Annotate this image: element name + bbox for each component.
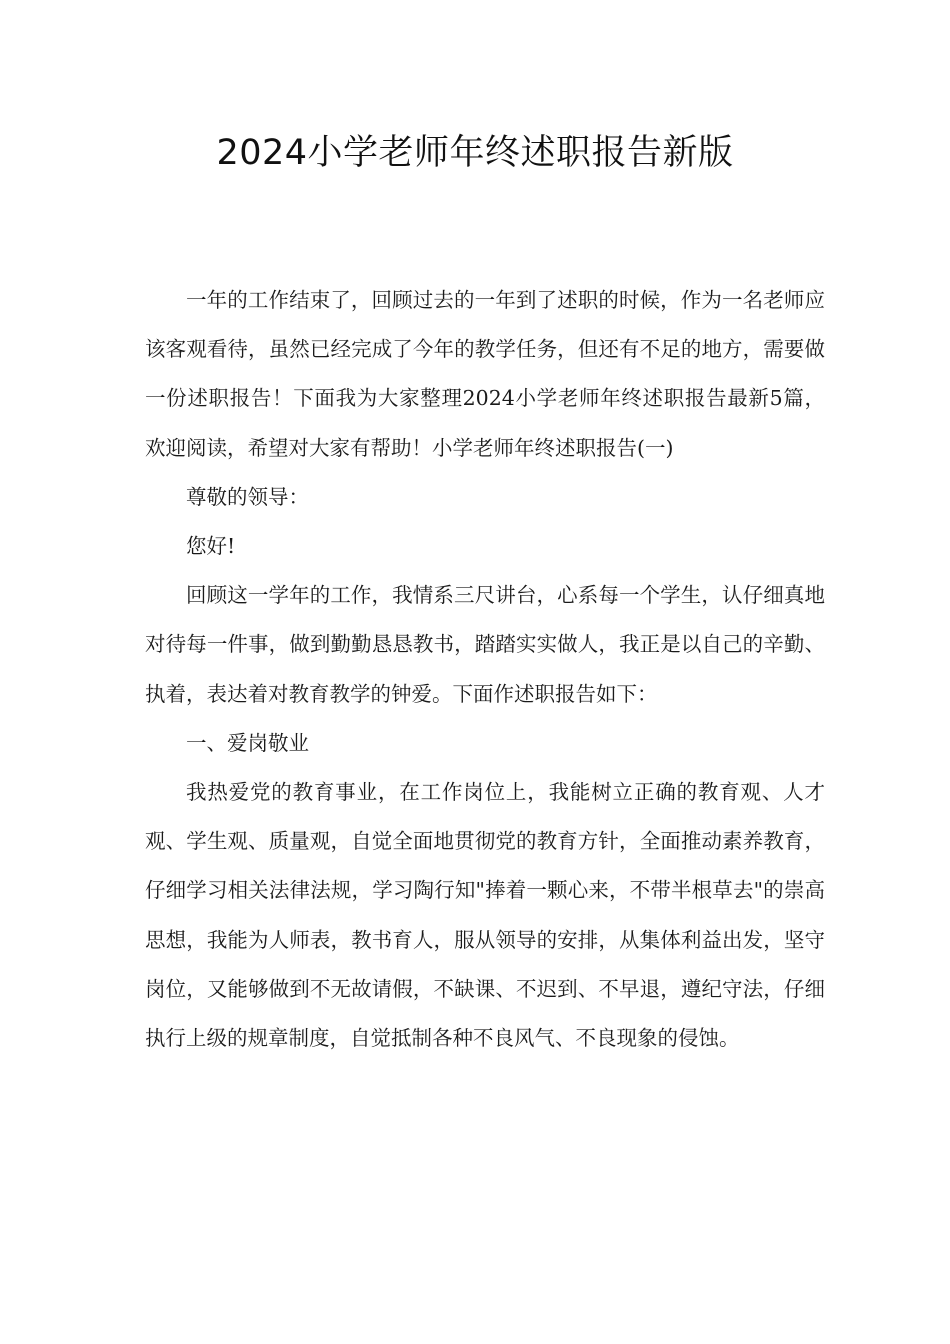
document-title: 2024小学老师年终述职报告新版 (216, 133, 734, 173)
paragraph-intro: 一年的工作结束了，回顾过去的一年到了述职的时候，作为一名老师应该客观看待，虽然已经完成了今年的教学任务，但还有不足的地方，需要做一份述职报告！下面我为大家整理2024小学老师年终述职报告最新5篇，欢迎阅读，希望对大家有帮助！小学老师年终述职报告(一) (145, 288, 825, 460)
paragraph-review: 回顾这一学年的工作，我情系三尺讲台，心系每一个学生，认仔细真地对待每一件事，做到勤勤恳恳教书，踏踏实实做人，我正是以自己的辛勤、执着，表达着对教育教学的钟爱。下面作述职报告如下： (145, 583, 825, 706)
paragraph-salutation: 尊敬的领导： (186, 484, 309, 509)
document-body (145, 276, 825, 1063)
paragraph-greeting: 您好! (186, 534, 236, 559)
section-heading-1: 一、爱岗敬业 (186, 730, 309, 755)
paragraph-dedication: 我热爱党的教育事业，在工作岗位上，我能树立正确的教育观、人才观、学生观、质量观，自觉全面地贯彻党的教育方针，全面推动素养教育，仔细学习相关法律法规，学习陶行知"捧着一颗心来，不带半根草去"的崇高思想，我能为人师表，教书育人，服从领导的安排，从集体利益出发，坚守岗位，又能够做到不无故请假，不缺课、不迟到、不早退，遵纪守法，仔细执行上级的规章制度，自觉抵制各种不良风气、不良现象的侵蚀。 (145, 780, 825, 1051)
